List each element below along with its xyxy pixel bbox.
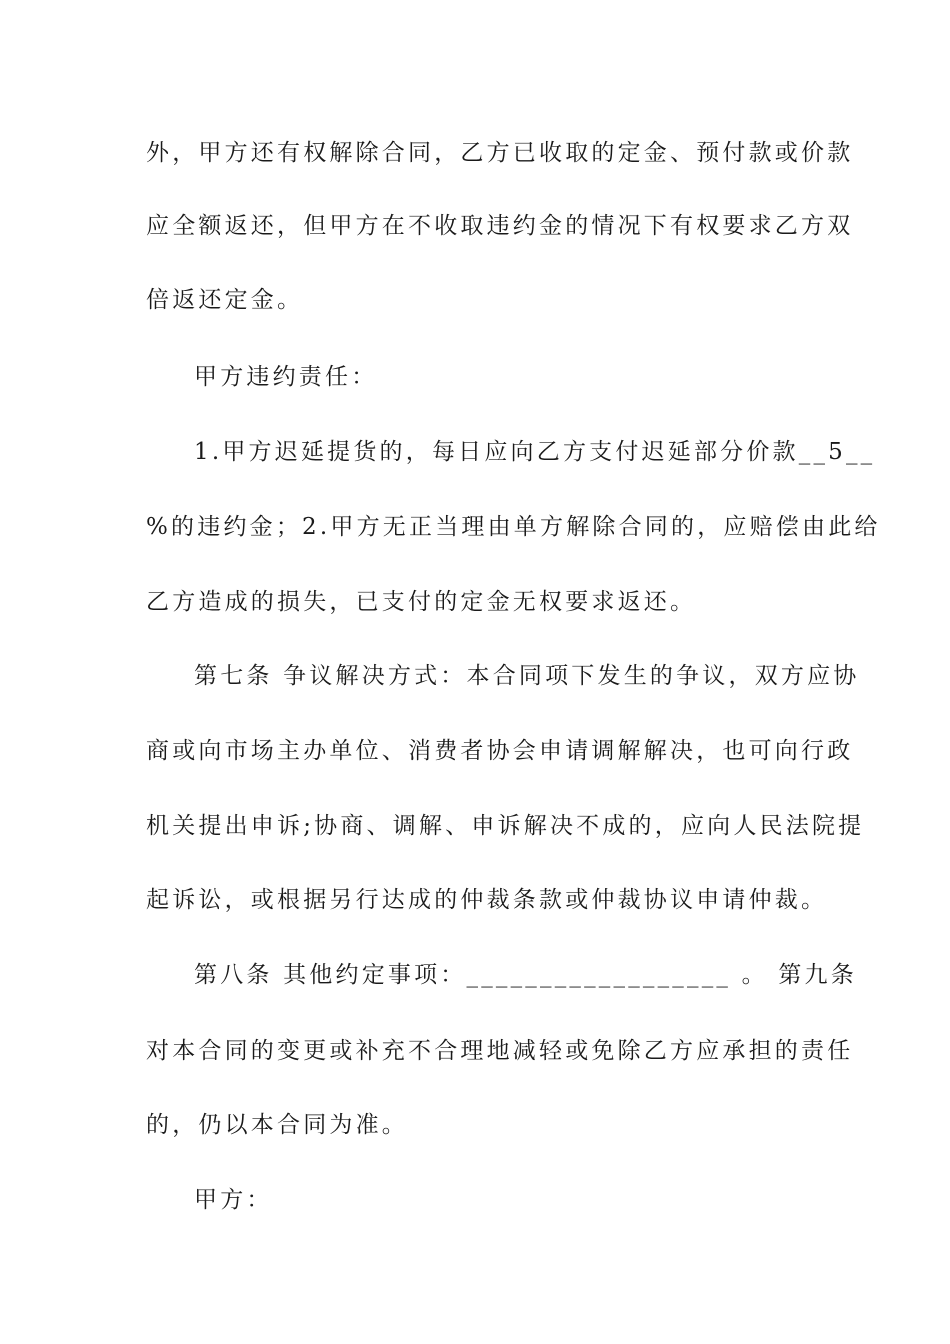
article-9-line-2: 的，仍以本合同为准。	[146, 1112, 408, 1138]
article-8-line-1: 第八条 其他约定事项：__________________ 。 第九条	[194, 962, 857, 988]
text-line-3: 倍返还定金。	[146, 287, 304, 313]
article-7-line-3: 机关提出申诉;协商、调解、申诉解决不成的，应向人民法院提	[146, 813, 865, 839]
article-7-line-2: 商或向市场主办单位、消费者协会申请调解解决，也可向行政	[146, 738, 854, 764]
section-heading-party-a-liability: 甲方违约责任：	[194, 364, 378, 390]
article-7-line-4: 起诉讼，或根据另行达成的仲裁条款或仲裁协议申请仲裁。	[146, 887, 828, 913]
text-line-7: 乙方造成的损失，已支付的定金无权要求返还。	[146, 589, 697, 615]
text-line-2: 应全额返还，但甲方在不收取违约金的情况下有权要求乙方双	[146, 213, 854, 239]
text-line-6: %的违约金；2.甲方无正当理由单方解除合同的，应赔偿由此给	[146, 514, 881, 540]
article-9-line-1: 对本合同的变更或补充不合理地减轻或免除乙方应承担的责任	[146, 1038, 854, 1064]
text-line-5: 1.甲方迟延提货的，每日应向乙方支付迟延部分价款__5__	[194, 439, 876, 465]
article-7-line-1: 第七条 争议解决方式：本合同项下发生的争议，双方应协	[194, 663, 860, 689]
party-a-signature-label: 甲方：	[194, 1187, 273, 1213]
text-line-1: 外，甲方还有权解除合同，乙方已收取的定金、预付款或价款	[146, 140, 854, 166]
